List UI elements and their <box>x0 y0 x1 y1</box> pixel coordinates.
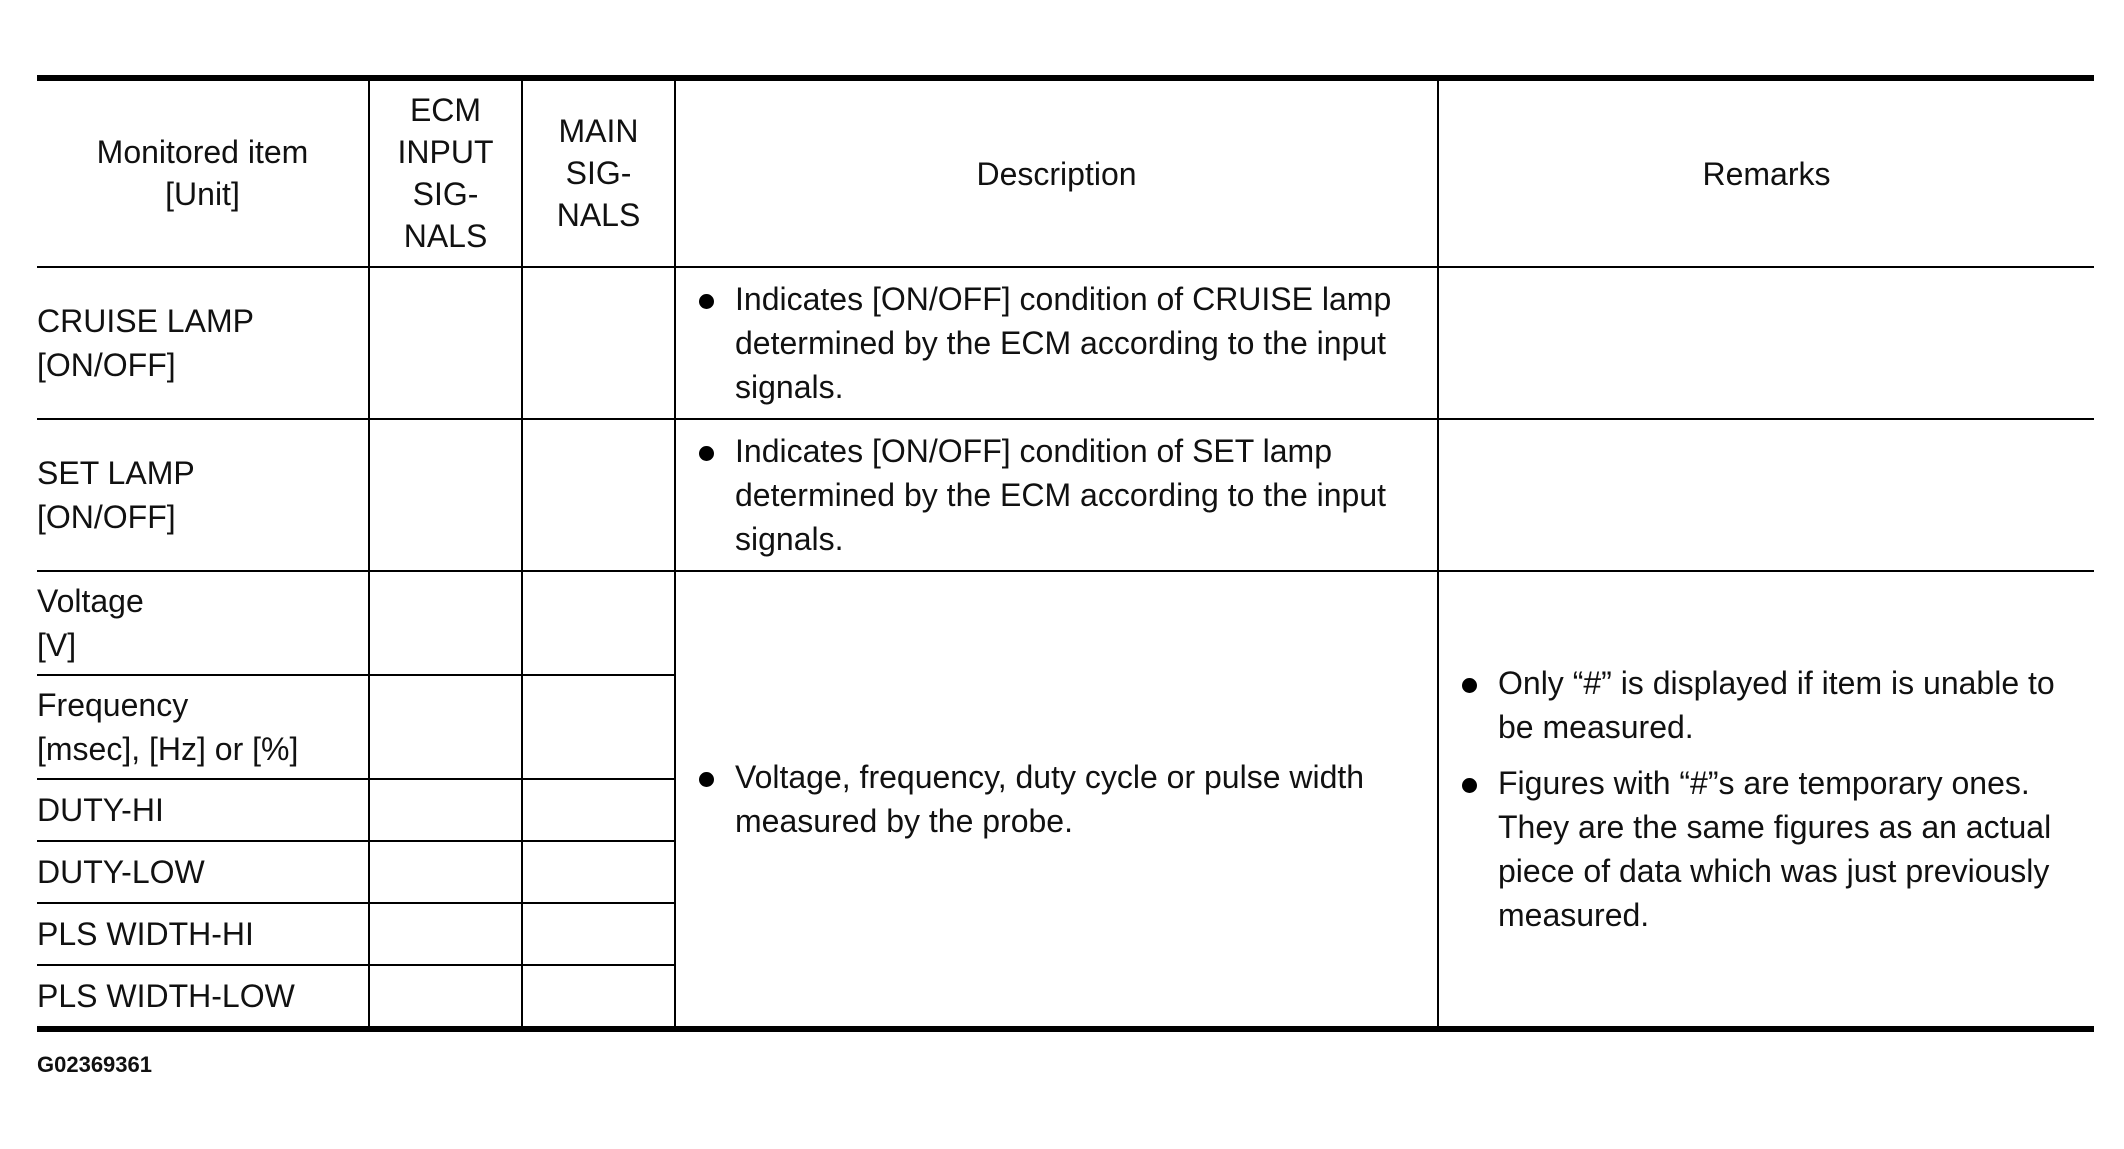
main-signal-cell <box>522 779 675 841</box>
remarks-bullet: Figures with “#”s are temporary ones. They are the same figures as an actual piece of data which was just previously measured. <box>1439 761 2094 937</box>
bullet-icon <box>1462 678 1477 693</box>
monitor-table-container <box>37 75 2094 1035</box>
bullet-icon <box>699 772 714 787</box>
ecm-input-signal-cell <box>369 675 522 779</box>
bullet-icon <box>699 294 714 309</box>
header-ecm-input-signals: ECM INPUT SIG- NALS <box>369 78 522 267</box>
ecm-input-signal-cell <box>369 903 522 965</box>
figure-id-label: G02369361 <box>37 1052 152 1077</box>
item-cell: SET LAMP [ON/OFF] <box>37 419 369 571</box>
table-header-row <box>37 78 2094 267</box>
header-description: Description <box>675 78 1438 267</box>
main-signal-cell <box>522 841 675 903</box>
item-cell: PLS WIDTH-LOW <box>37 965 369 1029</box>
header-remarks: Remarks <box>1438 78 2094 267</box>
monitor-item-table <box>37 75 2094 1032</box>
main-signal-cell <box>522 571 675 675</box>
header-main-signals: MAIN SIG- NALS <box>522 78 675 267</box>
probe-remarks-cell <box>1438 571 2094 1029</box>
ecm-input-signal-cell <box>369 841 522 903</box>
item-cell: DUTY-LOW <box>37 841 369 903</box>
main-signal-cell <box>522 675 675 779</box>
remarks-cell <box>1438 419 2094 571</box>
main-signal-cell <box>522 903 675 965</box>
item-cell: Frequency [msec], [Hz] or [%] <box>37 675 369 779</box>
remarks-cell <box>1438 267 2094 419</box>
description-cell <box>675 419 1438 571</box>
remarks-bullet: Only “#” is displayed if item is unable to be measured. <box>1439 661 2094 749</box>
description-cell <box>675 267 1438 419</box>
probe-description-cell <box>675 571 1438 1029</box>
ecm-input-signal-cell <box>369 267 522 419</box>
main-signal-cell <box>522 419 675 571</box>
bullet-icon <box>1462 778 1477 793</box>
table-row-cruise-lamp <box>37 267 2094 419</box>
ecm-input-signal-cell <box>369 779 522 841</box>
item-cell: Voltage [V] <box>37 571 369 675</box>
item-cell: DUTY-HI <box>37 779 369 841</box>
description-bullet: Indicates [ON/OFF] condition of SET lamp determined by the ECM according to the input signals. <box>676 429 1437 561</box>
ecm-input-signal-cell <box>369 419 522 571</box>
description-bullet: Indicates [ON/OFF] condition of CRUISE lamp determined by the ECM according to the input signals. <box>676 277 1437 409</box>
main-signal-cell <box>522 965 675 1029</box>
header-monitored-item: Monitored item [Unit] <box>37 78 369 267</box>
table-row-voltage <box>37 571 2094 675</box>
table-row-set-lamp <box>37 419 2094 571</box>
ecm-input-signal-cell <box>369 571 522 675</box>
main-signal-cell <box>522 267 675 419</box>
item-cell: CRUISE LAMP [ON/OFF] <box>37 267 369 419</box>
item-cell: PLS WIDTH-HI <box>37 903 369 965</box>
bullet-icon <box>699 446 714 461</box>
ecm-input-signal-cell <box>369 965 522 1029</box>
description-bullet: Voltage, frequency, duty cycle or pulse width measured by the probe. <box>676 755 1437 843</box>
